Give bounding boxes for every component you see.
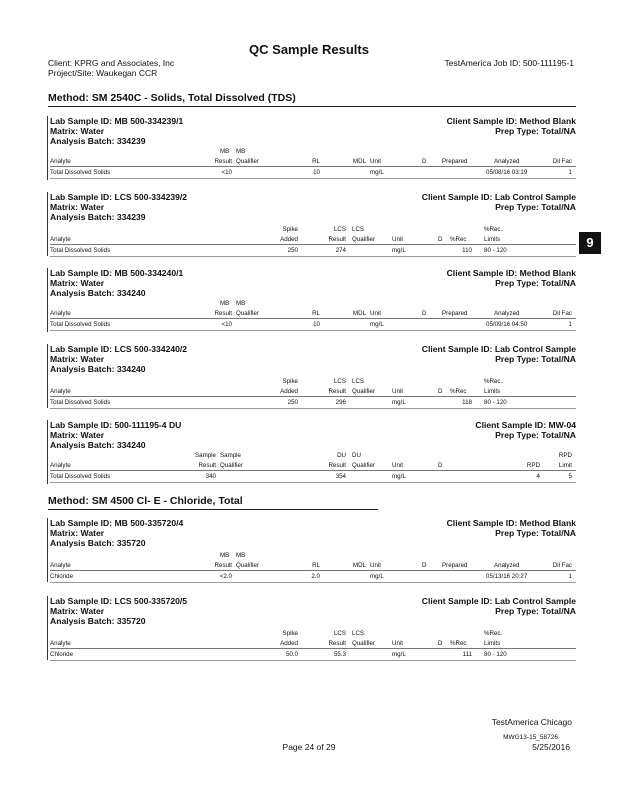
client-sample-id: Client Sample ID: Method Blank — [446, 518, 576, 528]
col-head: %Rec. — [484, 630, 503, 637]
qc-block-mb-334240 — [50, 268, 576, 338]
analysis-batch: Analysis Batch: 335720 — [50, 538, 146, 548]
col-unit: Unit — [392, 236, 404, 243]
col-dilfac: Dil Fac — [552, 158, 572, 165]
analysis-batch: Analysis Batch: 334239 — [50, 136, 146, 146]
client-sample-id: Client Sample ID: MW-04 — [475, 420, 576, 430]
client-sample-id: Client Sample ID: Lab Control Sample — [421, 192, 576, 202]
col-rec: %Rec — [450, 236, 467, 243]
col-analyzed: Analyzed — [494, 310, 520, 317]
analysis-batch: Analysis Batch: 334239 — [50, 212, 146, 222]
row-analyte: Total Dissolved Solids — [50, 473, 111, 480]
row-result: <2.0 — [219, 573, 232, 580]
row-unit: mg/L — [392, 247, 406, 254]
col-d: D — [438, 462, 443, 469]
job-id: TestAmerica Job ID: 500-111195-1 — [444, 58, 574, 68]
col-unit: Unit — [370, 310, 382, 317]
col-sample-qualifier: Qualifier — [220, 462, 244, 469]
block-bar — [47, 420, 48, 484]
row-rule — [50, 166, 576, 167]
col-head: Spike — [282, 630, 298, 637]
row-rec: 111 — [462, 651, 472, 658]
prep-type: Prep Type: Total/NA — [495, 278, 576, 288]
lab-sample-id: Lab Sample ID: 500-111195-4 DU — [50, 420, 182, 430]
col-result: Result — [328, 236, 346, 243]
col-d: D — [438, 388, 443, 395]
col-result: Result — [328, 388, 346, 395]
qc-block-mb-334239 — [50, 116, 576, 186]
qc-block-mb-335720 — [50, 518, 576, 588]
col-result: Result — [214, 158, 232, 165]
block-bar — [47, 344, 48, 408]
lab-sample-id: Lab Sample ID: LCS 500-335720/5 — [50, 596, 188, 606]
row-result: 55.3 — [333, 651, 346, 658]
col-rec: %Rec — [450, 388, 467, 395]
qc-block-lcs-335720 — [50, 596, 576, 666]
col-head: MB — [236, 552, 246, 559]
col-head: RPD — [558, 452, 572, 459]
col-rec: %Rec — [450, 640, 467, 647]
analysis-batch: Analysis Batch: 334240 — [50, 440, 146, 450]
col-head: LCS — [333, 226, 346, 233]
row-analyte: Total Dissolved Solids — [50, 321, 111, 328]
col-d: D — [438, 236, 443, 243]
row-limits: 80 - 120 — [484, 651, 507, 658]
row-dilfac: 1 — [568, 169, 572, 176]
matrix: Matrix: Water — [50, 278, 105, 288]
page-title: QC Sample Results — [249, 42, 369, 57]
col-head: MB — [236, 300, 246, 307]
client-sample-id: Client Sample ID: Method Blank — [446, 268, 576, 278]
col-prepared: Prepared — [442, 158, 468, 165]
method-rule — [48, 106, 576, 107]
col-result: Result — [214, 310, 232, 317]
col-qualifier: Qualifier — [352, 388, 376, 395]
footer-date: 5/25/2016 — [532, 742, 570, 752]
row-rule — [50, 256, 576, 257]
col-mdl: MDL — [352, 310, 366, 317]
method-heading-tds: Method: SM 2540C - Solids, Total Dissolved (TDS) — [48, 92, 296, 104]
row-analyzed: 05/13/16 20:27 — [486, 573, 528, 580]
project-line: Project/Site: Waukegan CCR — [48, 68, 158, 78]
row-unit: mg/L — [392, 651, 406, 658]
col-added: Added — [280, 640, 298, 647]
row-dilfac: 1 — [568, 321, 572, 328]
col-analyte: Analyte — [50, 310, 71, 317]
matrix: Matrix: Water — [50, 202, 105, 212]
row-added: 50.0 — [285, 651, 298, 658]
lab-sample-id: Lab Sample ID: LCS 500-334240/2 — [50, 344, 188, 354]
col-head: %Rec. — [484, 378, 503, 385]
row-unit: mg/L — [370, 573, 384, 580]
col-d: D — [422, 310, 427, 317]
row-analyzed: 05/09/16 04:50 — [486, 321, 528, 328]
col-d: D — [422, 562, 427, 569]
col-head: LCS — [333, 378, 346, 385]
row-sample-result: 340 — [205, 473, 216, 480]
col-head: Spike — [282, 226, 298, 233]
footer-code: MWG13-15_58726 — [503, 734, 558, 741]
matrix: Matrix: Water — [50, 430, 105, 440]
col-limits: Limits — [484, 640, 501, 647]
prep-type: Prep Type: Total/NA — [495, 202, 576, 212]
qc-block-du-111195-4 — [50, 420, 576, 490]
row-analyte: Total Dissolved Solids — [50, 399, 111, 406]
col-analyte: Analyte — [50, 640, 71, 647]
row-unit: mg/L — [392, 399, 406, 406]
col-qualifier: Qualifier — [236, 562, 260, 569]
prep-type: Prep Type: Total/NA — [495, 528, 576, 538]
col-sample-result: Result — [198, 462, 216, 469]
col-added: Added — [280, 236, 298, 243]
row-result: 296 — [335, 399, 346, 406]
row-rule — [50, 396, 576, 397]
col-head: MB — [236, 148, 246, 155]
lab-sample-id: Lab Sample ID: MB 500-335720/4 — [50, 518, 184, 528]
col-analyte: Analyte — [50, 236, 71, 243]
client-sample-id: Client Sample ID: Lab Control Sample — [421, 344, 576, 354]
col-limits: Limits — [484, 388, 501, 395]
col-qualifier: Qualifier — [236, 310, 260, 317]
matrix: Matrix: Water — [50, 126, 105, 136]
col-du-qualifier: Qualifier — [352, 462, 376, 469]
row-du-result: 354 — [335, 473, 346, 480]
analysis-batch: Analysis Batch: 334240 — [50, 288, 146, 298]
col-unit: Unit — [370, 562, 382, 569]
row-rule — [50, 660, 576, 661]
col-result: Result — [214, 562, 232, 569]
col-du-result: Result — [328, 462, 346, 469]
row-rule — [50, 570, 576, 571]
col-prepared: Prepared — [442, 562, 468, 569]
col-head: DU — [337, 452, 346, 459]
row-rec: 110 — [462, 247, 472, 254]
section-tab[interactable]: 9 — [579, 232, 601, 254]
prep-type: Prep Type: Total/NA — [495, 606, 576, 616]
qc-block-lcs-334240 — [50, 344, 576, 414]
col-head: LCS — [352, 378, 365, 385]
client-line: Client: KPRG and Associates, Inc — [48, 58, 175, 68]
col-head: MB — [220, 300, 230, 307]
col-qualifier: Qualifier — [236, 158, 260, 165]
matrix: Matrix: Water — [50, 354, 105, 364]
row-rule — [50, 470, 576, 471]
col-unit: Unit — [370, 158, 382, 165]
col-mdl: MDL — [352, 562, 366, 569]
client-sample-id: Client Sample ID: Lab Control Sample — [421, 596, 576, 606]
lab-sample-id: Lab Sample ID: MB 500-334240/1 — [50, 268, 184, 278]
row-rule — [50, 648, 576, 649]
prep-type: Prep Type: Total/NA — [495, 354, 576, 364]
col-head: %Rec. — [484, 226, 503, 233]
row-analyte: Chloride — [50, 573, 74, 580]
method-heading-chloride: Method: SM 4500 Cl- E - Chloride, Total — [48, 495, 243, 507]
col-limit: Limit — [558, 462, 572, 469]
row-added: 250 — [287, 399, 298, 406]
col-analyzed: Analyzed — [494, 562, 520, 569]
matrix: Matrix: Water — [50, 606, 105, 616]
col-d: D — [422, 158, 427, 165]
row-added: 250 — [287, 247, 298, 254]
row-unit: mg/L — [392, 473, 406, 480]
col-added: Added — [280, 388, 298, 395]
block-bar — [47, 116, 48, 180]
client-sample-id: Client Sample ID: Method Blank — [446, 116, 576, 126]
col-rl: RL — [312, 310, 320, 317]
col-head: MB — [220, 148, 230, 155]
col-head: MB — [220, 552, 230, 559]
block-bar — [47, 268, 48, 332]
row-rule — [50, 408, 576, 409]
prep-type: Prep Type: Total/NA — [495, 126, 576, 136]
row-rule — [50, 330, 576, 331]
row-limit: 5 — [568, 473, 572, 480]
row-result: <10 — [221, 321, 232, 328]
col-dilfac: Dil Fac — [552, 562, 572, 569]
row-analyte: Chloride — [50, 651, 74, 658]
col-unit: Unit — [392, 640, 404, 647]
col-head: Sample — [220, 452, 241, 459]
row-rule — [50, 178, 576, 179]
col-limits: Limits — [484, 236, 501, 243]
col-head: DU — [352, 452, 361, 459]
qc-block-lcs-334239 — [50, 192, 576, 262]
row-analyte: Total Dissolved Solids — [50, 247, 111, 254]
row-result: <10 — [221, 169, 232, 176]
col-unit: Unit — [392, 388, 404, 395]
row-dilfac: 1 — [568, 573, 572, 580]
row-limits: 80 - 120 — [484, 247, 507, 254]
col-unit: Unit — [392, 462, 404, 469]
row-rl: 10 — [313, 169, 320, 176]
col-rl: RL — [312, 562, 320, 569]
col-prepared: Prepared — [442, 310, 468, 317]
col-rl: RL — [312, 158, 320, 165]
col-analyte: Analyte — [50, 462, 71, 469]
row-rule — [50, 318, 576, 319]
row-rpd: 4 — [536, 473, 540, 480]
col-result: Result — [328, 640, 346, 647]
row-rule — [50, 582, 576, 583]
block-bar — [47, 596, 48, 660]
analysis-batch: Analysis Batch: 335720 — [50, 616, 146, 626]
row-unit: mg/L — [370, 321, 384, 328]
footer-lab: TestAmerica Chicago — [491, 717, 572, 727]
prep-type: Prep Type: Total/NA — [495, 430, 576, 440]
method-rule — [48, 509, 378, 510]
col-dilfac: Dil Fac — [552, 310, 572, 317]
row-rl: 2.0 — [311, 573, 320, 580]
row-analyte: Total Dissolved Solids — [50, 169, 111, 176]
row-rule — [50, 482, 576, 483]
col-analyzed: Analyzed — [494, 158, 520, 165]
row-limits: 80 - 120 — [484, 399, 507, 406]
col-qualifier: Qualifier — [352, 640, 376, 647]
col-rpd: RPD — [526, 462, 540, 469]
col-head: LCS — [333, 630, 346, 637]
lab-sample-id: Lab Sample ID: MB 500-334239/1 — [50, 116, 184, 126]
col-d: D — [438, 640, 443, 647]
col-head: Sample — [195, 452, 216, 459]
col-qualifier: Qualifier — [352, 236, 376, 243]
lab-sample-id: Lab Sample ID: LCS 500-334239/2 — [50, 192, 188, 202]
row-rec: 118 — [462, 399, 472, 406]
col-analyte: Analyte — [50, 388, 71, 395]
row-rl: 10 — [313, 321, 320, 328]
row-analyzed: 05/08/16 03:19 — [486, 169, 528, 176]
row-result: 274 — [335, 247, 346, 254]
row-rule — [50, 244, 576, 245]
page-number: Page 24 of 29 — [282, 742, 336, 752]
row-unit: mg/L — [370, 169, 384, 176]
col-head: LCS — [352, 226, 365, 233]
col-head: LCS — [352, 630, 365, 637]
block-bar — [47, 518, 48, 582]
analysis-batch: Analysis Batch: 334240 — [50, 364, 146, 374]
col-mdl: MDL — [352, 158, 366, 165]
col-analyte: Analyte — [50, 562, 71, 569]
block-bar — [47, 192, 48, 256]
col-head: Spike — [282, 378, 298, 385]
col-analyte: Analyte — [50, 158, 71, 165]
matrix: Matrix: Water — [50, 528, 105, 538]
